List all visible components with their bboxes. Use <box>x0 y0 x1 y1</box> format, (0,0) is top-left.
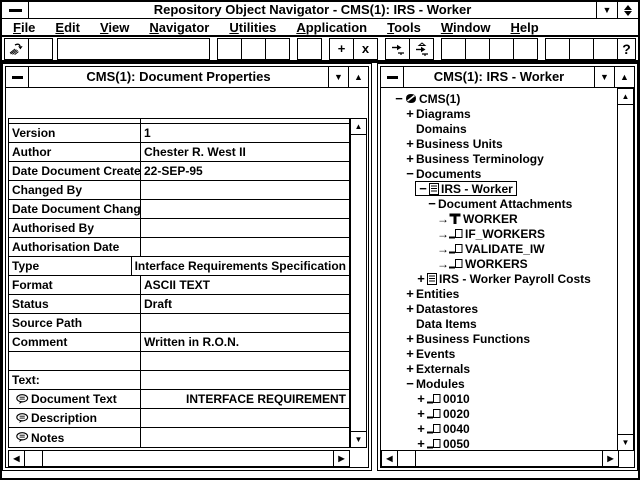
menu-item-edit[interactable]: Edit <box>55 19 80 35</box>
navigator-window-title: CMS(1): IRS - Worker <box>433 69 565 84</box>
minimize-icon: ▼ <box>334 72 343 82</box>
tree-item-label[interactable]: Business Units <box>416 136 503 151</box>
scrollbar-thumb[interactable] <box>398 451 416 466</box>
tree-item-label[interactable]: 0050 <box>443 436 470 451</box>
tree-item-label[interactable]: Events <box>416 346 456 361</box>
toolbar-button[interactable] <box>441 38 466 60</box>
property-value-source-path[interactable] <box>141 314 349 332</box>
navigator-window-titlebar <box>381 67 634 88</box>
expand-plus-icon[interactable]: + <box>417 420 425 436</box>
tree-item-modules[interactable] <box>381 376 617 391</box>
property-label-text: Date Document Create <box>12 164 141 178</box>
collapse-button[interactable] <box>409 38 434 60</box>
scroll-right-icon: ▶ <box>607 454 614 463</box>
system-menu-icon <box>12 76 23 79</box>
scroll-down-icon: ▼ <box>354 435 363 444</box>
scroll-down-button[interactable] <box>618 434 633 450</box>
property-row-blank <box>9 352 349 371</box>
system-menu-icon <box>9 9 22 12</box>
speech-bubble-icon <box>16 432 29 443</box>
expand-icon <box>390 42 406 56</box>
document-icon <box>427 273 437 285</box>
toolbar-button[interactable] <box>28 38 53 60</box>
scroll-up-icon: ▲ <box>354 122 363 131</box>
navigator-content <box>381 88 634 467</box>
property-label-text: Author <box>12 145 52 159</box>
property-label-notes[interactable] <box>9 428 141 447</box>
attachment-arrow-icon: → <box>437 256 449 271</box>
property-row-notes <box>9 428 349 447</box>
property-label-text[interactable] <box>9 371 141 389</box>
menu-item-window[interactable]: Window <box>440 19 491 35</box>
plus-icon: + <box>337 41 346 56</box>
menu-item-view[interactable]: View <box>99 19 130 35</box>
property-row-format <box>9 276 349 295</box>
attachment-arrow-icon: → <box>437 226 449 241</box>
refresh-icon <box>8 41 25 56</box>
property-value-authorisation-date[interactable] <box>141 238 349 256</box>
properties-window-titlebar <box>6 67 368 88</box>
toolbar-button[interactable] <box>569 38 594 60</box>
tree-item-business-functions[interactable] <box>381 331 617 346</box>
module-icon-wrap <box>427 423 441 434</box>
property-value-status[interactable]: Draft <box>144 297 173 311</box>
restore-icon <box>624 5 632 16</box>
tree-item-label[interactable]: Datastores <box>416 301 479 316</box>
property-value-description[interactable] <box>141 409 349 427</box>
toolbar-group <box>4 38 52 60</box>
tree-item-label[interactable]: IF_WORKERS <box>465 226 546 241</box>
toolbar-group <box>545 38 617 60</box>
toolbar-button[interactable] <box>593 38 618 60</box>
tree-item-cms-1[interactable] <box>381 91 617 106</box>
window-title: Repository Object Navigator - CMS(1): IRS - Worker <box>153 2 472 17</box>
property-value-document-text[interactable]: INTERFACE REQUIREMENT <box>185 392 346 406</box>
toolbar-group <box>217 38 289 60</box>
property-label-date-document-create[interactable] <box>9 162 141 180</box>
minimize-icon: ▼ <box>600 72 609 82</box>
property-label-text: Changed By <box>12 183 83 197</box>
scroll-down-icon: ▼ <box>621 438 630 447</box>
property-value-author[interactable]: Chester R. West II <box>144 145 246 159</box>
property-label-version[interactable] <box>9 124 141 142</box>
menu-item-file[interactable]: File <box>13 19 36 35</box>
object-tree <box>381 88 617 450</box>
property-value-blank[interactable] <box>141 119 349 123</box>
maximize-icon: ▲ <box>354 72 363 82</box>
property-value-notes[interactable] <box>141 428 349 447</box>
scroll-down-button[interactable] <box>351 431 366 447</box>
property-value-date-document-create[interactable]: 22-SEP-95 <box>144 164 203 178</box>
navigator-system-menu-button[interactable] <box>381 67 404 87</box>
property-row-date-document-chang <box>9 200 349 219</box>
property-row-status <box>9 295 349 314</box>
expand-plus-icon[interactable]: + <box>406 150 414 166</box>
property-row-author <box>9 143 349 162</box>
property-label-format[interactable] <box>9 276 141 294</box>
tree-item-entities[interactable] <box>381 286 617 301</box>
tree-item-business-units[interactable] <box>381 136 617 151</box>
speech-bubble-icon <box>16 413 29 424</box>
property-row-source-path <box>9 314 349 333</box>
property-label-type[interactable] <box>9 257 132 275</box>
tree-item-label[interactable]: Business Functions <box>416 331 531 346</box>
property-label-text: Source Path <box>12 316 83 330</box>
navigator-maximize-button[interactable] <box>614 67 634 87</box>
menu-item-utilities[interactable]: Utilities <box>229 19 277 35</box>
property-row-description <box>9 409 349 428</box>
property-label-text: Format <box>12 278 53 292</box>
scroll-left-button[interactable] <box>9 451 25 466</box>
properties-horizontal-scrollbar[interactable] <box>8 450 350 467</box>
module-icon-wrap <box>449 243 463 254</box>
scroll-left-icon: ◀ <box>13 454 20 463</box>
properties-system-menu-button[interactable] <box>6 67 29 87</box>
property-value-authorised-by[interactable] <box>141 219 349 237</box>
property-label-document-text[interactable] <box>9 390 141 408</box>
properties-window <box>2 63 372 471</box>
scroll-right-icon: ▶ <box>338 454 345 463</box>
module-icon <box>427 438 441 449</box>
property-label-text: Authorised By <box>12 221 95 235</box>
navigator-minimize-button[interactable] <box>594 67 614 87</box>
property-value-date-document-chang[interactable] <box>141 200 349 218</box>
property-label-authorisation-date[interactable] <box>9 238 141 256</box>
menu-bar <box>2 19 638 37</box>
attachment-arrow-icon: → <box>437 241 449 256</box>
module-icon <box>449 228 463 239</box>
table-icon <box>449 213 461 224</box>
property-row-version <box>9 124 349 143</box>
help-icon: ? <box>622 40 631 57</box>
tree-item-label[interactable]: WORKER <box>463 211 518 226</box>
tree-item-label[interactable]: Document Attachments <box>438 196 573 211</box>
property-row-type <box>9 257 349 276</box>
expand-plus-icon[interactable]: + <box>417 270 425 286</box>
tree-item-0040[interactable] <box>381 421 617 436</box>
tree-item-document-attachments[interactable] <box>381 196 617 211</box>
system-menu-icon <box>387 76 398 79</box>
property-label-text: Date Document Chang <box>12 202 141 216</box>
tree-item-datastores[interactable] <box>381 301 617 316</box>
tree-item-domains[interactable] <box>381 121 617 136</box>
collapse-minus-icon[interactable]: − <box>406 375 414 391</box>
mdi-workspace <box>2 63 638 473</box>
x-icon: x <box>361 41 370 56</box>
property-label-blank[interactable] <box>9 119 141 123</box>
toolbar-button[interactable] <box>217 38 242 60</box>
expand-plus-icon[interactable]: + <box>406 285 414 301</box>
table-icon-wrap <box>449 213 461 224</box>
property-label-text: Notes <box>31 430 65 445</box>
property-row-document-text <box>9 390 349 409</box>
tree-item-label[interactable]: Diagrams <box>416 106 471 121</box>
tree-item-worker[interactable] <box>381 211 617 226</box>
expand-plus-icon[interactable]: + <box>406 330 414 346</box>
property-label-text: Comment <box>12 335 68 349</box>
properties-maximize-button[interactable] <box>348 67 368 87</box>
tree-item-label[interactable]: VALIDATE_IW <box>465 241 545 256</box>
scroll-up-button[interactable] <box>351 119 366 135</box>
toolbar-button[interactable] <box>241 38 266 60</box>
doc-icon-wrap <box>429 183 439 195</box>
property-value-text[interactable] <box>141 371 349 389</box>
tree-item-label[interactable]: Entities <box>416 286 460 301</box>
object-name-field[interactable] <box>57 38 210 60</box>
toolbar-group <box>329 38 377 60</box>
property-label-text: Type <box>12 259 40 273</box>
tree-item-label[interactable]: 0040 <box>443 421 470 436</box>
property-row-changed-by <box>9 181 349 200</box>
property-label-text: Status <box>12 297 49 311</box>
tree-item-label[interactable]: Documents <box>416 166 482 181</box>
tree-item-diagrams[interactable] <box>381 106 617 121</box>
module-icon-wrap <box>427 393 441 404</box>
menu-item-help[interactable]: Help <box>510 19 539 35</box>
restore-button[interactable] <box>617 2 638 18</box>
collapse-minus-icon[interactable]: − <box>395 90 403 106</box>
property-value-comment[interactable]: Written in R.O.N. <box>144 335 240 349</box>
tree-item-documents[interactable] <box>381 166 617 181</box>
title-bar <box>2 2 638 19</box>
toolbar-group <box>441 38 537 60</box>
collapse-minus-icon[interactable]: − <box>428 195 436 211</box>
minimize-button[interactable] <box>596 2 617 18</box>
property-value-type[interactable]: Interface Requirements Specification <box>134 259 346 273</box>
property-label-changed-by[interactable] <box>9 181 141 199</box>
navigator-vertical-scrollbar[interactable] <box>617 88 634 451</box>
collapse-icon <box>414 42 430 56</box>
scroll-up-icon: ▲ <box>621 92 630 101</box>
tree-item-label[interactable]: 0020 <box>443 406 470 421</box>
tree-item-label[interactable]: CMS(1) <box>419 91 461 106</box>
tree-item-0020[interactable] <box>381 406 617 421</box>
toolbar-group <box>385 38 433 60</box>
minimize-icon: ▼ <box>602 5 612 15</box>
attachment-arrow-icon: → <box>437 211 449 226</box>
tree-item-label[interactable]: Modules <box>416 376 465 391</box>
module-icon-wrap <box>427 408 441 419</box>
navigator-horizontal-scrollbar[interactable] <box>381 450 619 467</box>
collapse-minus-icon[interactable]: − <box>406 165 414 181</box>
expand-plus-icon[interactable]: + <box>417 405 425 421</box>
expand-plus-icon[interactable]: + <box>406 105 414 121</box>
toolbar-group <box>297 38 321 60</box>
property-value-changed-by[interactable] <box>141 181 349 199</box>
module-icon <box>449 258 463 269</box>
property-row-authorisation-date <box>9 238 349 257</box>
toolbar-button[interactable] <box>265 38 290 60</box>
properties-vertical-scrollbar[interactable] <box>350 118 367 448</box>
property-label-authorised-by[interactable] <box>9 219 141 237</box>
tree-item-label[interactable]: Domains <box>416 121 467 136</box>
property-label-status[interactable] <box>9 295 141 313</box>
expand-plus-icon[interactable]: + <box>406 345 414 361</box>
help-button[interactable] <box>617 38 636 60</box>
menu-item-application[interactable]: Application <box>296 19 368 35</box>
menu-item-navigator[interactable]: Navigator <box>149 19 210 35</box>
property-label-comment[interactable] <box>9 333 141 351</box>
module-icon <box>427 393 441 404</box>
tree-item-label[interactable]: IRS - Worker Payroll Costs <box>439 271 591 286</box>
property-value-format[interactable]: ASCII TEXT <box>144 278 211 292</box>
property-row-comment <box>9 333 349 352</box>
tree-item-if-workers[interactable] <box>381 226 617 241</box>
module-icon <box>427 423 441 434</box>
property-label-text: Document Text <box>31 392 117 406</box>
module-icon-wrap <box>449 258 463 269</box>
collapse-minus-icon[interactable]: − <box>419 180 427 196</box>
expand-plus-icon[interactable]: + <box>406 135 414 151</box>
property-row-authorised-by <box>9 219 349 238</box>
tree-item-irs-worker-payroll-costs[interactable] <box>381 271 617 286</box>
tree-item-validate-iw[interactable] <box>381 241 617 256</box>
tree-item-0010[interactable] <box>381 391 617 406</box>
property-label-text: Text: <box>12 373 40 387</box>
properties-table <box>8 118 350 448</box>
property-label-author[interactable] <box>9 143 141 161</box>
menu-item-tools[interactable]: Tools <box>387 19 421 35</box>
tree-item-label[interactable]: IRS - Worker <box>441 181 513 196</box>
property-row-text <box>9 371 349 390</box>
toolbar-button[interactable] <box>297 38 322 60</box>
tree-item-irs-worker[interactable] <box>381 181 617 196</box>
navigator-window <box>377 63 638 471</box>
toolbar <box>2 37 638 63</box>
property-label-description[interactable] <box>9 409 141 427</box>
maximize-icon: ▲ <box>620 72 629 82</box>
property-label-text: Version <box>12 126 56 140</box>
toolbar-button[interactable] <box>545 38 570 60</box>
property-label-date-document-chang[interactable] <box>9 200 141 218</box>
toolbar-button[interactable] <box>489 38 514 60</box>
tree-item-data-items[interactable] <box>381 316 617 331</box>
tree-item-business-terminology[interactable] <box>381 151 617 166</box>
expand-plus-icon[interactable]: + <box>417 390 425 406</box>
properties-minimize-button[interactable] <box>328 67 348 87</box>
doc-icon-wrap <box>427 273 437 285</box>
expand-plus-icon[interactable]: + <box>406 300 414 316</box>
property-value-version[interactable]: 1 <box>144 126 151 140</box>
system-menu-button[interactable] <box>2 2 29 18</box>
create-button[interactable] <box>329 38 354 60</box>
module-icon <box>427 408 441 419</box>
tree-item-externals[interactable] <box>381 361 617 376</box>
toolbar-button[interactable] <box>465 38 490 60</box>
selected-item-box <box>415 181 517 196</box>
scroll-right-button[interactable] <box>602 451 618 466</box>
module-icon-wrap <box>427 438 441 449</box>
expand-button[interactable] <box>385 38 410 60</box>
scrollbar-thumb[interactable] <box>25 451 43 466</box>
scroll-up-button[interactable] <box>618 89 633 105</box>
properties-window-title: CMS(1): Document Properties <box>86 69 271 84</box>
speech-bubble-icon <box>16 394 29 405</box>
property-value-blank[interactable] <box>141 352 349 370</box>
tree-item-workers[interactable] <box>381 256 617 271</box>
expand-plus-icon[interactable]: + <box>406 360 414 376</box>
scroll-left-button[interactable] <box>382 451 398 466</box>
delete-button[interactable] <box>353 38 378 60</box>
scroll-right-button[interactable] <box>333 451 349 466</box>
refresh-button[interactable] <box>4 38 29 60</box>
property-label-text: Authorisation Date <box>12 240 120 254</box>
application-icon <box>405 93 417 104</box>
document-icon <box>429 183 439 195</box>
property-row-date-document-create <box>9 162 349 181</box>
tree-item-label[interactable]: Business Terminology <box>416 151 544 166</box>
scroll-left-icon: ◀ <box>386 454 393 463</box>
tree-item-label[interactable]: Data Items <box>416 316 477 331</box>
property-label-blank[interactable] <box>9 352 141 370</box>
module-icon-wrap <box>449 228 463 239</box>
properties-content <box>6 88 368 467</box>
toolbar-button[interactable] <box>513 38 538 60</box>
property-label-text: Description <box>31 411 98 425</box>
tree-item-label[interactable]: WORKERS <box>465 256 528 271</box>
expand-plus-icon[interactable]: + <box>417 435 425 451</box>
tree-item-label[interactable]: 0010 <box>443 391 470 406</box>
module-icon <box>449 243 463 254</box>
tree-item-events[interactable] <box>381 346 617 361</box>
property-label-source-path[interactable] <box>9 314 141 332</box>
tree-item-label[interactable]: Externals <box>416 361 471 376</box>
app-icon-wrap <box>405 93 417 104</box>
